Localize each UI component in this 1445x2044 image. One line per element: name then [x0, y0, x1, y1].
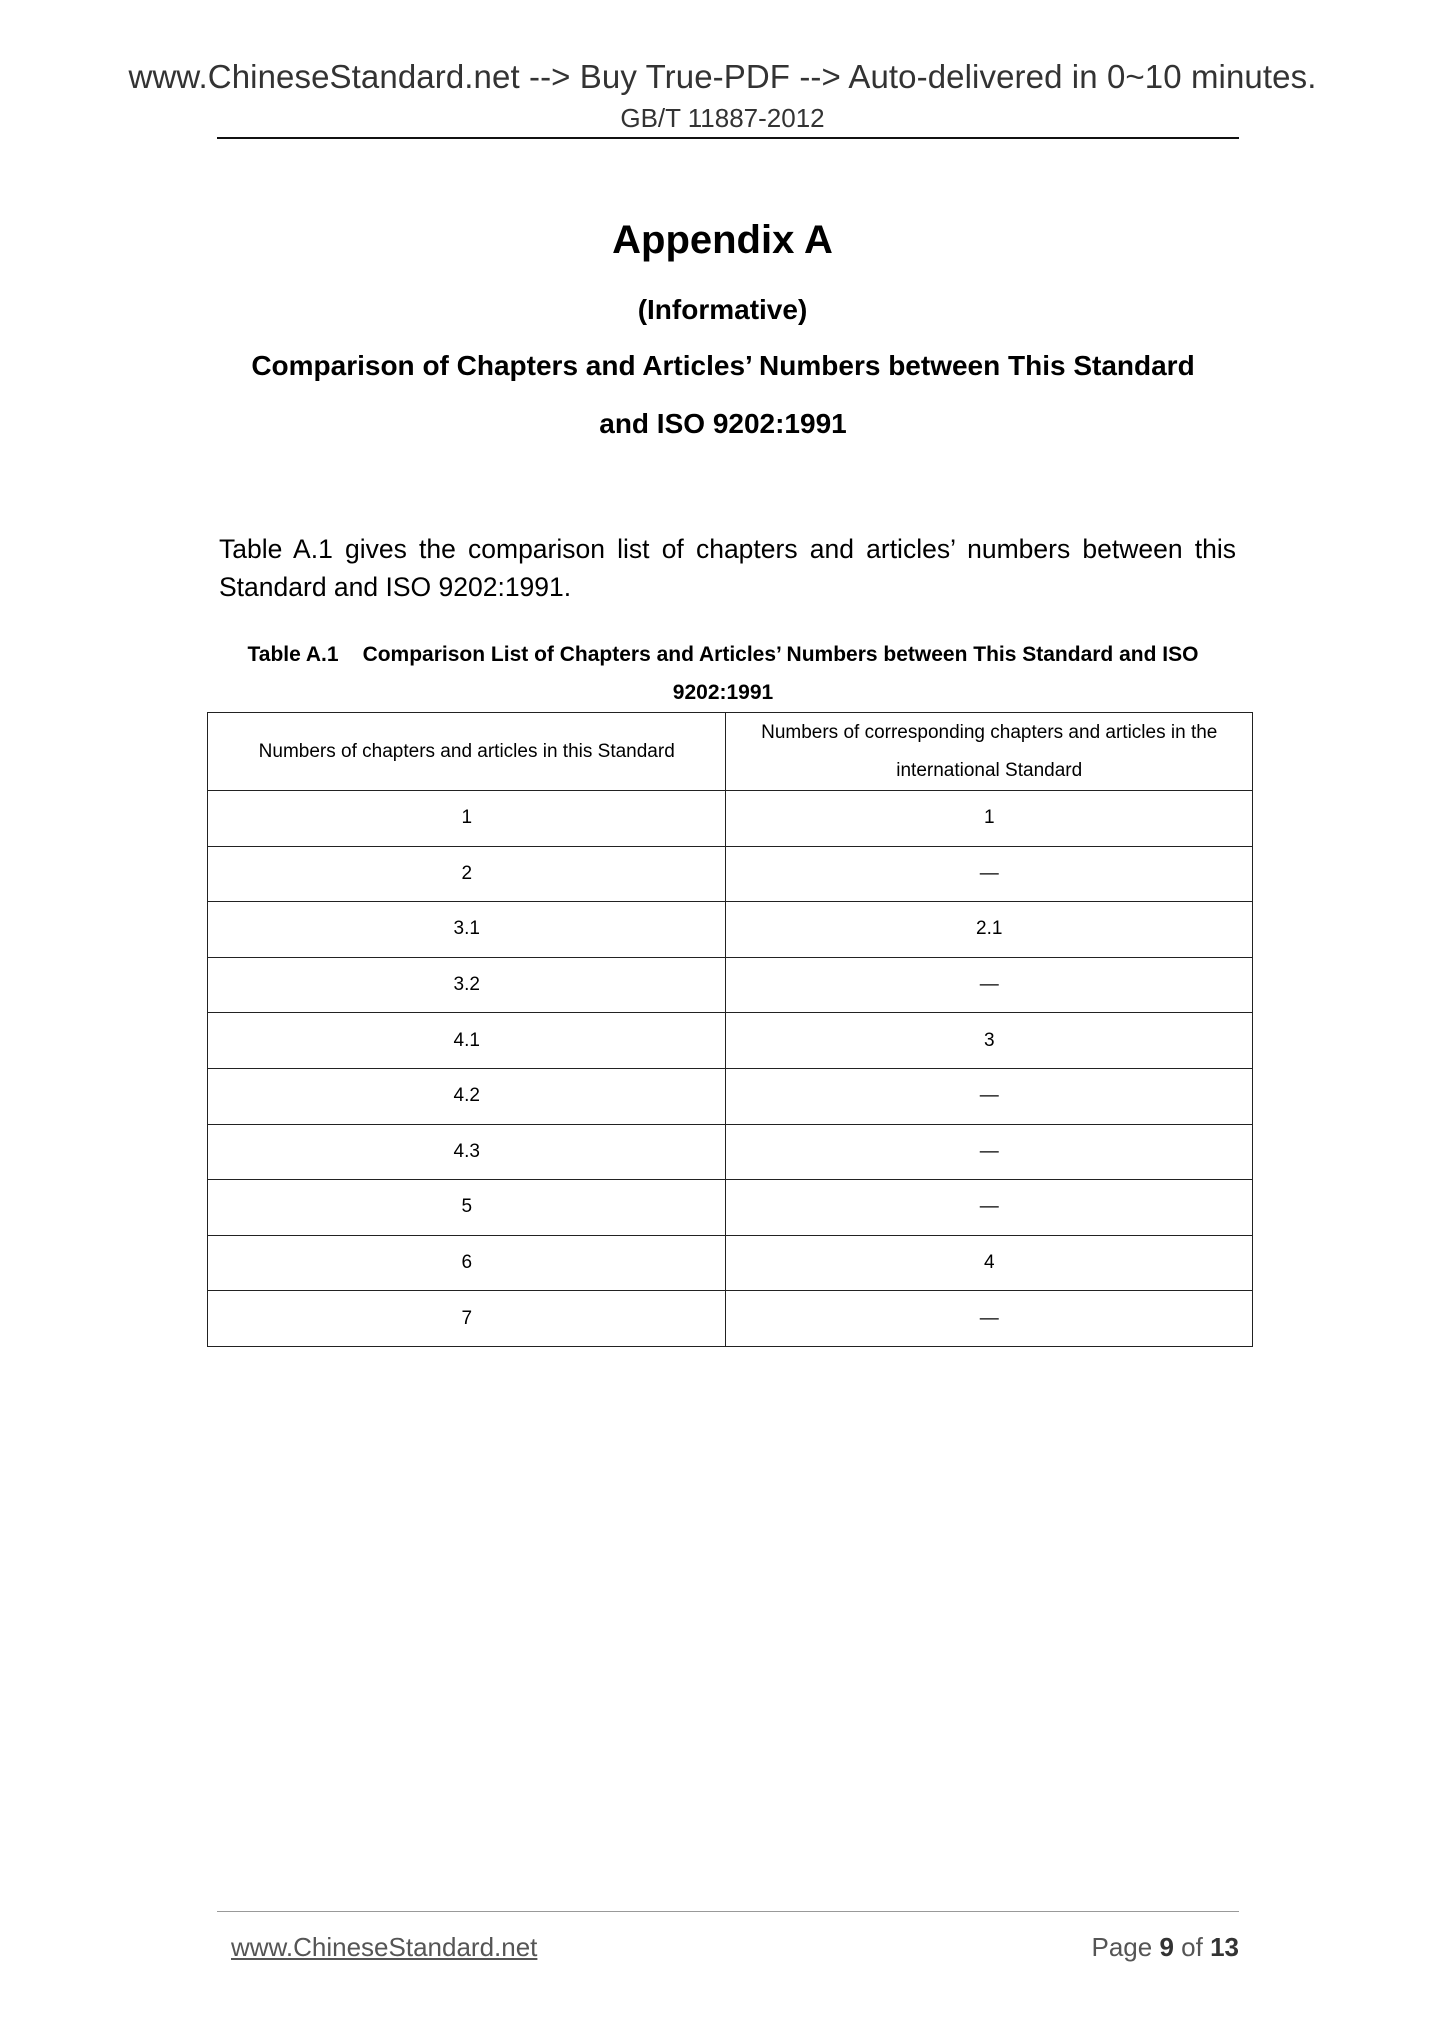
cell-this-standard: 4.3 [208, 1124, 726, 1180]
cell-this-standard: 3.2 [208, 957, 726, 1013]
cell-this-standard: 4.2 [208, 1068, 726, 1124]
table-row [208, 1013, 1253, 1069]
table-row [208, 1068, 1253, 1124]
comparison-table [207, 712, 1253, 1347]
footer-divider [217, 1911, 1239, 1912]
cell-international: — [726, 957, 1253, 1013]
cell-international: 3 [726, 1013, 1253, 1069]
table-header-row [208, 713, 1253, 791]
cell-this-standard: 4.1 [208, 1013, 726, 1069]
cell-this-standard: 2 [208, 846, 726, 902]
intro-paragraph [219, 530, 1236, 606]
cell-this-standard: 5 [208, 1180, 726, 1236]
cell-international: — [726, 1180, 1253, 1236]
cell-international: — [726, 846, 1253, 902]
page-prefix: Page [1091, 1932, 1153, 1962]
appendix-heading-line2: and ISO 9202:1991 [599, 408, 847, 439]
intro-line2: Standard and ISO 9202:1991. [219, 572, 572, 602]
page-current: 9 [1159, 1932, 1174, 1962]
page-total: 13 [1210, 1932, 1239, 1962]
table-caption [200, 643, 1246, 667]
appendix-heading-line1: Comparison of Chapters and Articles’ Numbers between This Standard [251, 350, 1195, 381]
table-row [208, 957, 1253, 1013]
appendix-title: Appendix A [612, 218, 833, 262]
cell-this-standard: 6 [208, 1235, 726, 1291]
page-of: of [1181, 1932, 1203, 1962]
page-indicator [1091, 1932, 1239, 1963]
header-international-standard: Numbers of corresponding chapters and articles in the international Standard [726, 713, 1253, 791]
cell-international: 1 [726, 791, 1253, 847]
cell-international: 4 [726, 1235, 1253, 1291]
intro-line1: Table A.1 gives the comparison list of chapters and articles’ numbers between this [219, 534, 1236, 564]
table-row [208, 1235, 1253, 1291]
table-row [208, 1180, 1253, 1236]
table-caption-line1: Comparison List of Chapters and Articles’ Numbers between This Standard and ISO [362, 643, 1199, 666]
footer-site-link[interactable]: www.ChineseStandard.net [231, 1932, 538, 1962]
header-this-standard: Numbers of chapters and articles in this Standard [208, 713, 726, 791]
appendix-type: (Informative) [637, 294, 808, 325]
table-label: Table A.1 [247, 643, 339, 666]
table-row [208, 846, 1253, 902]
table-row [208, 791, 1253, 847]
cell-this-standard: 1 [208, 791, 726, 847]
table-caption-line2: 9202:1991 [672, 681, 774, 704]
cell-this-standard: 3.1 [208, 902, 726, 958]
table-row [208, 1291, 1253, 1347]
site-banner: www.ChineseStandard.net --> Buy True-PDF --> Auto-delivered in 0~10 minutes. [128, 58, 1317, 95]
cell-international: 2.1 [726, 902, 1253, 958]
header-divider [217, 137, 1239, 139]
cell-international: — [726, 1124, 1253, 1180]
table-row [208, 1124, 1253, 1180]
table-row [208, 902, 1253, 958]
cell-international: — [726, 1068, 1253, 1124]
cell-this-standard: 7 [208, 1291, 726, 1347]
cell-international: — [726, 1291, 1253, 1347]
document-id: GB/T 11887-2012 [620, 103, 825, 133]
